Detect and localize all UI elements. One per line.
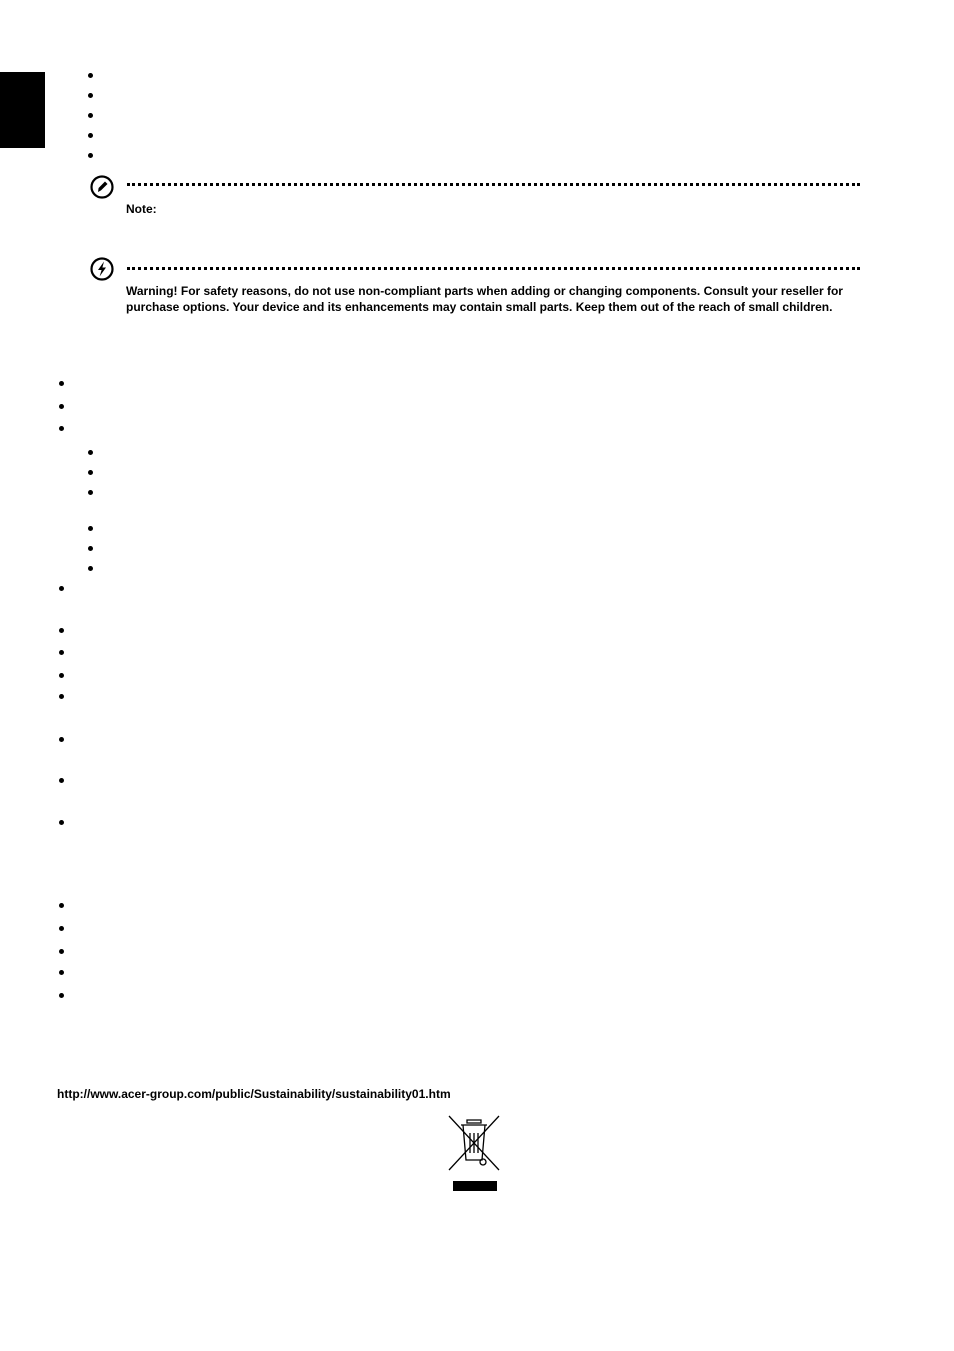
note-pencil-icon [90, 175, 114, 199]
bullet [88, 93, 93, 98]
bullet [59, 381, 64, 386]
bullet [59, 586, 64, 591]
bullet [59, 650, 64, 655]
bullet [59, 903, 64, 908]
sub-bullet [88, 526, 93, 531]
bullet [59, 628, 64, 633]
bullet [59, 970, 64, 975]
bullet [59, 949, 64, 954]
sub-bullet [88, 546, 93, 551]
language-tab-marker [0, 72, 45, 148]
bullet [59, 426, 64, 431]
crossed-out-wheeled-bin-icon [446, 1113, 502, 1193]
sustainability-link[interactable]: http://www.acer-group.com/public/Sustainability/sustainability01.htm [57, 1087, 451, 1101]
sub-bullet [88, 490, 93, 495]
bullet [88, 153, 93, 158]
bullet [59, 673, 64, 678]
warning-divider [127, 267, 860, 270]
sub-bullet [88, 566, 93, 571]
sub-bullet [88, 470, 93, 475]
bullet [59, 820, 64, 825]
bullet [88, 73, 93, 78]
note-divider [127, 183, 860, 186]
warning-lightning-icon [90, 257, 114, 281]
bullet [88, 133, 93, 138]
bullet [59, 993, 64, 998]
note-label: Note: [126, 202, 157, 216]
bullet [59, 926, 64, 931]
bullet [59, 404, 64, 409]
bullet [59, 694, 64, 699]
bullet [59, 737, 64, 742]
bullet [88, 113, 93, 118]
warning-text: Warning! For safety reasons, do not use non-compliant parts when adding or changing components. Consult your reseller for purchase options. Your device and its enhancements may contain small parts. Keep them out of the reach of small children. [126, 284, 843, 314]
sub-bullet [88, 450, 93, 455]
bullet [59, 778, 64, 783]
